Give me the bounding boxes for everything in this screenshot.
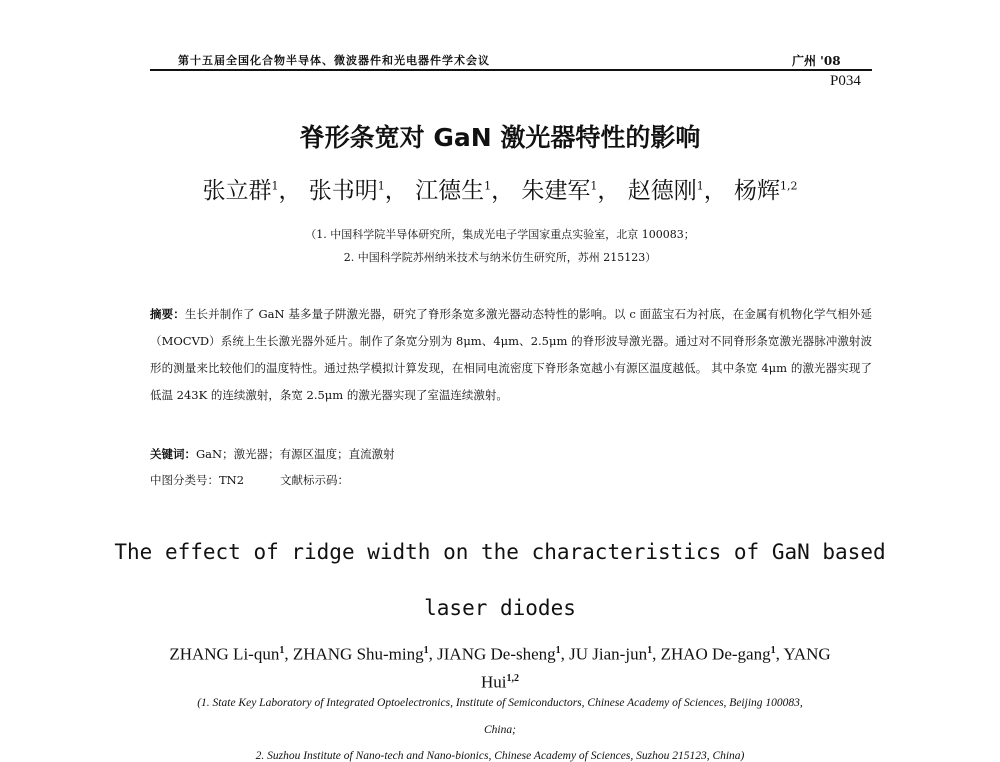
- clc-value: TN2: [219, 473, 245, 487]
- header-rule: [150, 69, 872, 71]
- paper-id: P034: [830, 73, 861, 89]
- author-en: ZHANG Shu-ming: [292, 644, 424, 664]
- author-en-aff: 1: [647, 645, 653, 656]
- title-english-line2: laser diodes: [424, 596, 576, 620]
- conference-name: 第十五届全国化合物半导体、微波器件和光电器件学术会议: [178, 54, 490, 67]
- author-en-aff: 1: [423, 645, 429, 656]
- affiliation-cn-1: （1. 中国科学院半导体研究所，集成光电子学国家重点实验室，北京 100083；: [305, 228, 695, 241]
- doc-code-label: 文献标示码：: [280, 473, 350, 487]
- author-en: ZHANG Li-qun: [169, 644, 280, 664]
- affiliation-en-2: China;: [484, 724, 516, 736]
- author-en: JIANG De-sheng: [437, 644, 556, 664]
- author-cn: 杨辉: [734, 178, 781, 204]
- author-en: ZHAO De-gang: [660, 644, 771, 664]
- abstract: [150, 301, 872, 409]
- author-cn: 朱建军: [521, 178, 591, 204]
- author-cn: 张书明: [308, 178, 378, 204]
- title-english-line1: The effect of ridge width on the characteristics of GaN based: [114, 540, 886, 564]
- author-cn-aff: 1: [696, 179, 704, 193]
- author-cn: 赵德刚: [627, 178, 697, 204]
- abstract-label: 摘要：: [150, 307, 185, 321]
- affiliation-en-3: 2. Suzhou Institute of Nano-tech and Nano-bionics, Chinese Academy of Sciences, Suzhou 215123, China): [255, 750, 745, 762]
- location-year: 广州 '08: [792, 54, 841, 68]
- authors-english: ZHANG Li-qun$^1$, ZHANG Shu-ming$^1$, JIANG De-sheng$^1$, JU Jian-jun$^1$, ZHAO De-gang$^1$, YANG Hui$^{1,2}$: [169, 644, 831, 692]
- author-en-aff: 1: [770, 645, 776, 656]
- author-en: YANG Hui: [481, 644, 831, 692]
- author-cn: 张立群: [202, 178, 272, 204]
- author-cn-aff: 1: [590, 179, 598, 193]
- classification: [150, 472, 385, 488]
- affiliation-en-1: (1. State Key Laboratory of Integrated Optoelectronics, Institute of Semiconductors, Chinese Academy of Sciences, Beijing 100083,: [197, 697, 803, 709]
- authors-chinese: 张立群$^1$， 张书明$^1$， 江德生$^1$， 朱建军$^1$， 赵德刚$^1$， 杨辉$^{1,2}$: [202, 178, 798, 204]
- author-cn: 江德生: [415, 178, 485, 204]
- author-en-aff: 1: [279, 645, 285, 656]
- author-en-aff: 1: [555, 645, 561, 656]
- keywords-text: GaN；激光器；有源区温度；直流激射: [196, 447, 395, 461]
- abstract-text: 生长并制作了 GaN 基多量子阱激光器，研究了脊形条宽多激光器动态特性的影响。以 c 面蓝宝石为衬底，在金属有机物化学气相外延（MOCVD）系统上生长激光器外延片。制作了条宽分别为 8μm、4μm、2.5μm 的脊形波导激光器。通过对不同脊形条宽激光器脉冲激射波形的测量来比较他们的温度特性。通过热学模拟计算发现，在相同电流密度下脊形条宽越小有源区温度越低。 其中条宽 4μm 的激光器实现了低温 243K 的连续激射，条宽 2.5μm 的激光器实现了室温连续激射。: [150, 307, 872, 402]
- author-cn-aff: 1: [377, 179, 385, 193]
- title-chinese: 脊形条宽对 GaN 激光器特性的影响: [299, 123, 701, 152]
- keywords: [150, 446, 395, 462]
- author-en-aff: 1,2: [506, 672, 519, 684]
- author-cn-aff: 1: [484, 179, 492, 193]
- keywords-label: 关键词：: [150, 447, 196, 461]
- author-cn-aff: 1,2: [780, 179, 798, 193]
- author-cn-aff: 1: [271, 179, 279, 193]
- clc-label: 中图分类号：: [150, 473, 219, 487]
- author-en: JU Jian-jun: [569, 644, 648, 664]
- affiliation-cn-2: 2. 中国科学院苏州纳米技术与纳米仿生研究所，苏州 215123）: [343, 251, 657, 264]
